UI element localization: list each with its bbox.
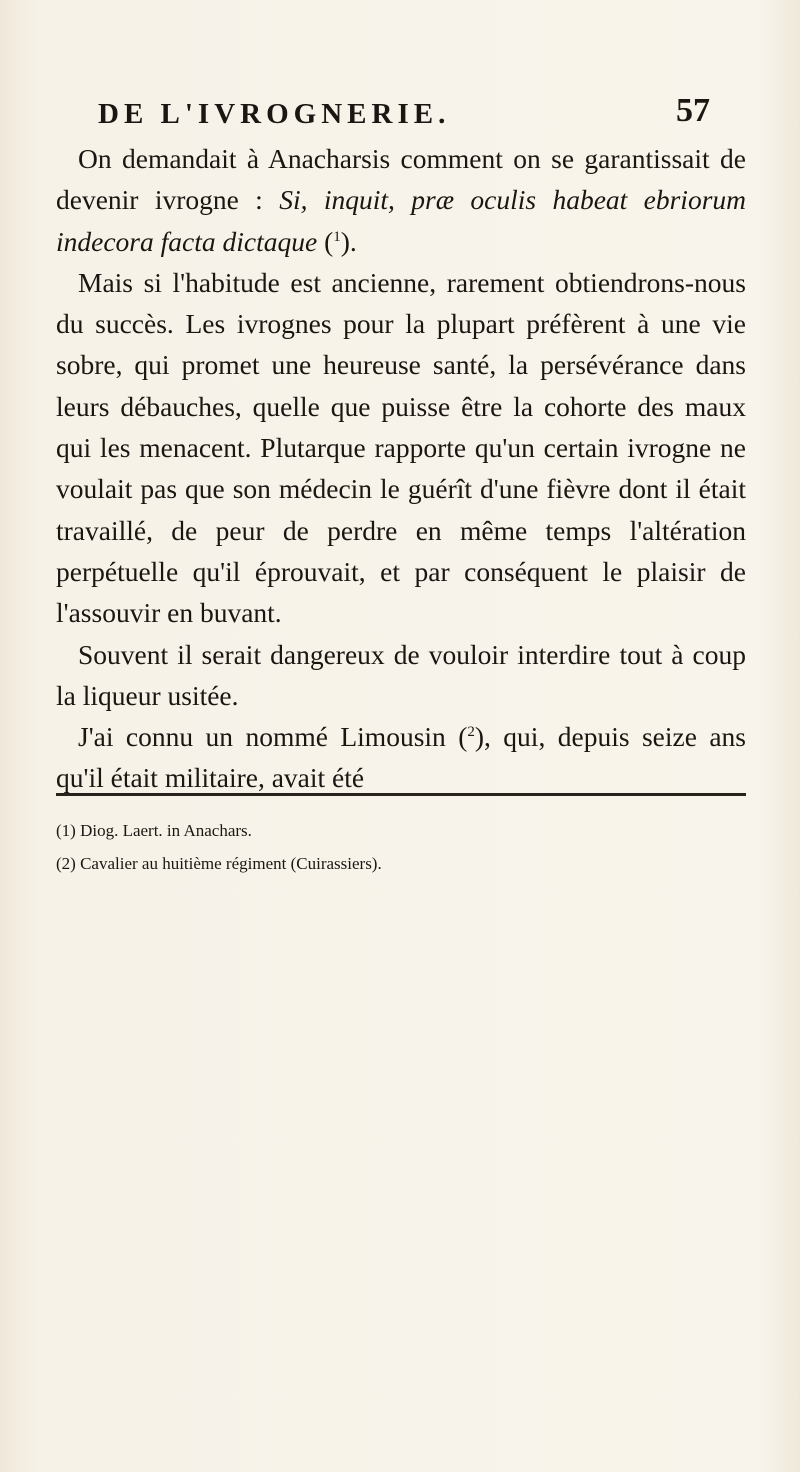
footnote-ref-close: ).: [340, 225, 357, 257]
paragraph-4-text-b: ), qui, depuis seize ans qu'il était militaire, avait été: [56, 721, 746, 794]
page-header: [80, 92, 710, 136]
latin-quote: Si, inquit, præ oculis habeat ebriorum indecora facta dictaque: [56, 184, 747, 257]
page-number: 57: [676, 92, 710, 129]
running-title: DE L'IVROGNERIE.: [98, 98, 451, 130]
paragraph-2: Mais si l'habitude est ancienne, rarement obtiendrons-nous du succès. Les ivrognes pour la plupart préfèrent à une vie sobre, qui promet une heureuse santé, la persévérance dans leurs débauches, quelle que puisse être la cohorte des maux qui les menacent. Plutarque rapporte qu'un certain ivrogne ne voulait pas que son médecin le guérît d'une fièvre dont il était travaillé, de peur de perdre en même temps l'altération perpétuelle qu'il éprouvait, et par conséquent le plaisir de l'assouvir en buvant.: [56, 266, 746, 629]
paragraph-3: Souvent il serait dangereux de vouloir interdire tout à coup la liqueur usitée.: [56, 638, 746, 711]
footnote-rule: [56, 793, 746, 796]
footnote-ref-open: (: [317, 225, 334, 257]
paragraph-4-text-a: J'ai connu un nommé Limousin (: [78, 721, 468, 753]
footnote-2: (2) Cavalier au huitième régiment (Cuirassiers).: [56, 854, 382, 873]
footnote-1: (1) Diog. Laert. in Anachars.: [56, 821, 252, 840]
paragraph-4: [56, 716, 746, 799]
footnotes: [56, 814, 746, 880]
footnote-ref-2: 2: [467, 724, 475, 740]
paragraph-1: [56, 138, 746, 262]
body-text: [56, 138, 746, 799]
footnote-ref-1: 1: [333, 228, 341, 245]
paragraph-1-text: On demandait à Anacharsis comment on se garantissait de devenir ivrogne :: [56, 143, 746, 216]
